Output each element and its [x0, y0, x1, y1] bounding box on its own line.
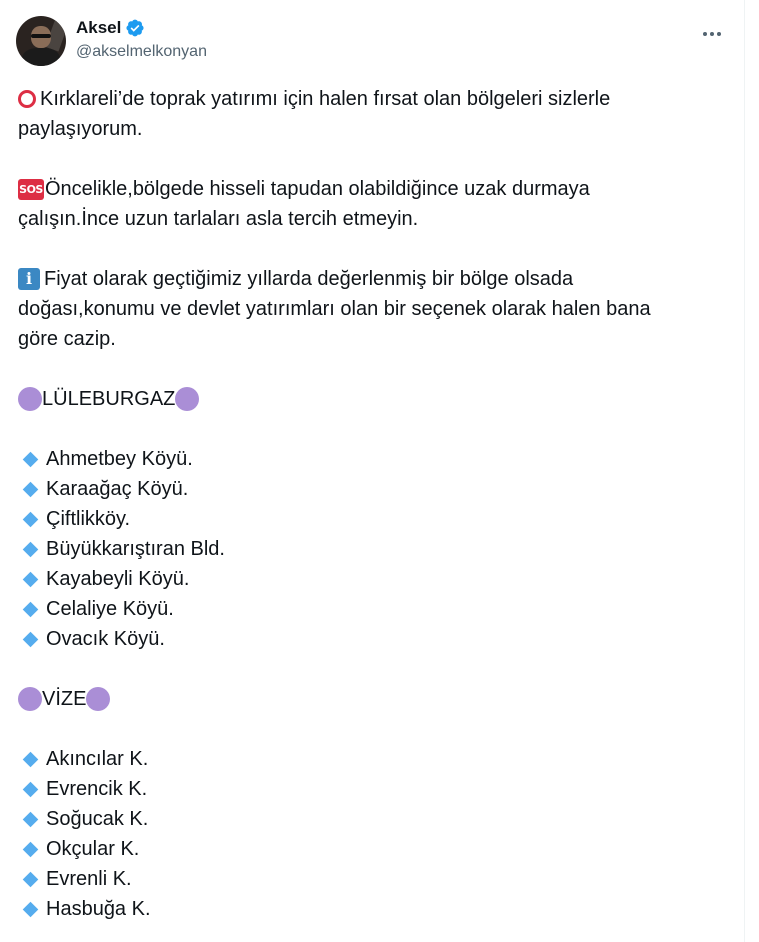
- list-item: [18, 564, 718, 594]
- list-item: [18, 804, 718, 834]
- list-item-text: Soğucak K.: [46, 808, 149, 830]
- section-title: VİZE: [42, 688, 87, 710]
- list-item: [18, 624, 718, 654]
- warning-text: Öncelikle,bölgede hisseli tapudan olabildiğince uzak durmaya: [45, 178, 590, 200]
- list-item: [18, 444, 718, 474]
- small-blue-diamond-icon: [23, 601, 39, 617]
- tweet-header: [16, 14, 732, 66]
- info-line: [18, 324, 718, 354]
- purple-circle-icon: [18, 387, 42, 411]
- small-blue-diamond-icon: [23, 511, 39, 527]
- list-item: [18, 474, 718, 504]
- list-item-text: Okçular K.: [46, 838, 140, 860]
- intro-line: [18, 84, 718, 114]
- list-item: [18, 834, 718, 864]
- small-blue-diamond-icon: [23, 631, 39, 647]
- verified-badge-icon: [125, 18, 145, 38]
- small-blue-diamond-icon: [23, 541, 39, 557]
- vize-list: [18, 744, 718, 924]
- warning-line: [18, 174, 718, 204]
- sos-icon: SOS: [18, 179, 44, 200]
- intro-line: [18, 114, 718, 144]
- section-title-vize: [18, 684, 718, 714]
- list-item: [18, 534, 718, 564]
- luleburgaz-list: [18, 444, 718, 654]
- small-blue-diamond-icon: [23, 751, 39, 767]
- small-blue-diamond-icon: [23, 871, 39, 887]
- list-item-text: Karaağaç Köyü.: [46, 478, 189, 500]
- small-blue-diamond-icon: [23, 481, 39, 497]
- purple-circle-icon: [86, 687, 110, 711]
- display-name[interactable]: Aksel: [76, 18, 122, 37]
- purple-circle-icon: [175, 387, 199, 411]
- small-blue-diamond-icon: [23, 571, 39, 587]
- intro-text: paylaşıyorum.: [18, 118, 143, 140]
- more-options-icon[interactable]: [700, 22, 724, 46]
- handle[interactable]: @akselmelkonyan: [76, 43, 207, 60]
- info-text: doğası,konumu ve devlet yatırımları olan bir seçenek olarak halen bana: [18, 298, 651, 320]
- list-item-text: Ovacık Köyü.: [46, 628, 165, 650]
- list-item: [18, 774, 718, 804]
- intro-text: Kırklareli’de toprak yatırımı için halen fırsat olan bölgeleri sizlerle: [40, 88, 611, 110]
- list-item-text: Hasbuğa K.: [46, 898, 151, 920]
- list-item-text: Evrenli K.: [46, 868, 132, 890]
- list-item: [18, 864, 718, 894]
- info-text: göre cazip.: [18, 328, 116, 350]
- section-title: LÜLEBURGAZ: [42, 388, 176, 410]
- list-item: [18, 894, 718, 924]
- info-line: [18, 264, 718, 294]
- small-blue-diamond-icon: [23, 781, 39, 797]
- warning-text: çalışın.İnce uzun tarlaları asla tercih etmeyin.: [18, 208, 419, 230]
- list-item-text: Çiftlikköy.: [46, 508, 131, 530]
- column-divider: [744, 0, 745, 942]
- list-item: [18, 594, 718, 624]
- warning-line: [18, 204, 718, 234]
- small-blue-diamond-icon: [23, 901, 39, 917]
- small-blue-diamond-icon: [23, 841, 39, 857]
- avatar[interactable]: [16, 16, 66, 66]
- list-item-text: Kayabeyli Köyü.: [46, 568, 190, 590]
- author-info: [76, 17, 207, 62]
- info-text: Fiyat olarak geçtiğimiz yıllarda değerlenmiş bir bölge olsada: [44, 268, 574, 290]
- list-item-text: Akıncılar K.: [46, 748, 149, 770]
- list-item-text: Celaliye Köyü.: [46, 598, 174, 620]
- tweet-text: [18, 84, 718, 924]
- small-blue-diamond-icon: [23, 811, 39, 827]
- information-icon: i: [18, 268, 40, 290]
- purple-circle-icon: [18, 687, 42, 711]
- list-item-text: Evrencik K.: [46, 778, 148, 800]
- display-name-row: [76, 17, 207, 39]
- list-item: [18, 504, 718, 534]
- list-item-text: Büyükkarıştıran Bld.: [46, 538, 225, 560]
- section-title-luleburgaz: [18, 384, 718, 414]
- info-line: [18, 294, 718, 324]
- list-item: [18, 744, 718, 774]
- list-item-text: Ahmetbey Köyü.: [46, 448, 193, 470]
- small-blue-diamond-icon: [23, 451, 39, 467]
- hollow-red-circle-icon: [18, 90, 36, 108]
